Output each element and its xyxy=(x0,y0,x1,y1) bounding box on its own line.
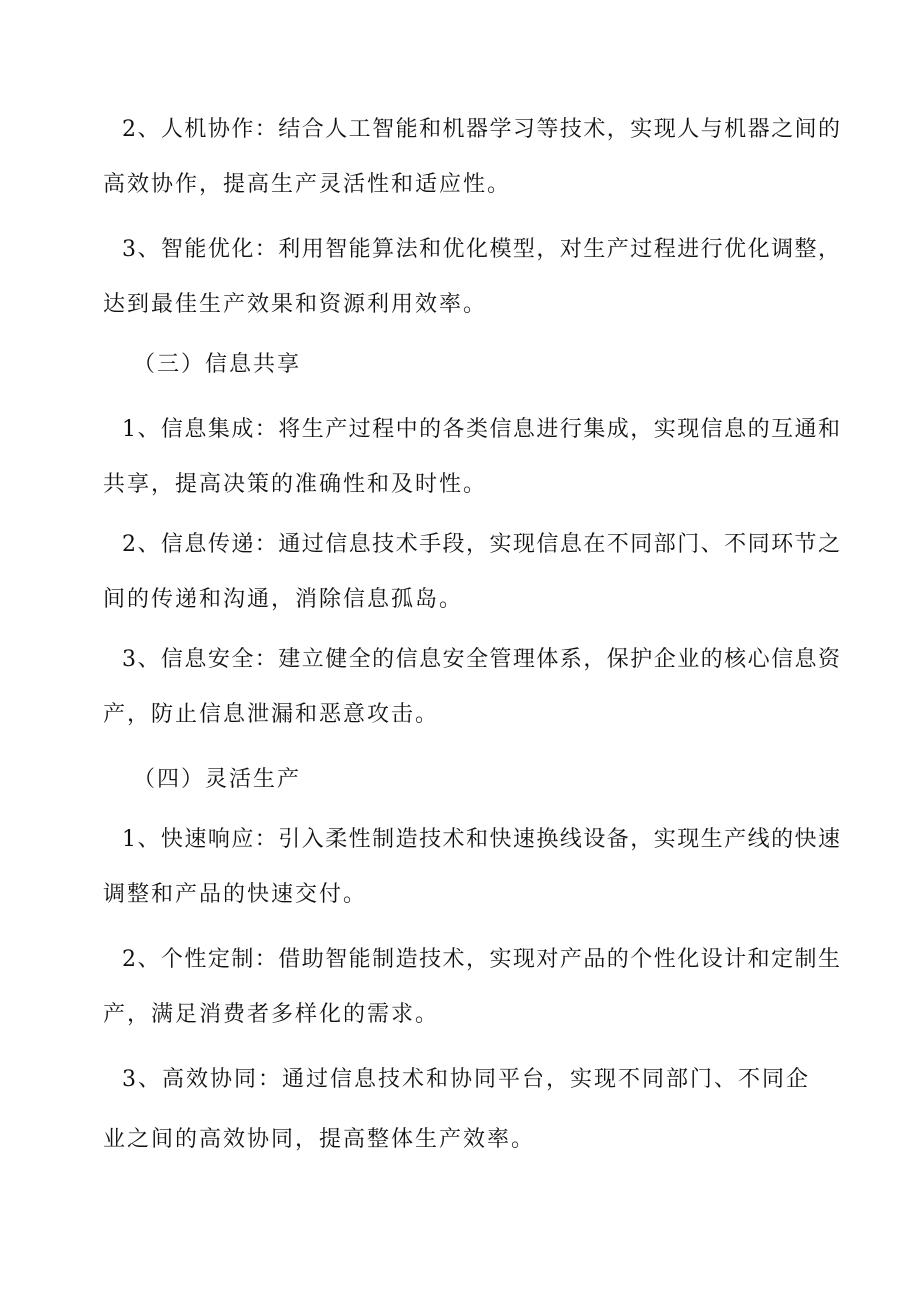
paragraph-line: 产，防止信息泄漏和恶意攻击。 xyxy=(103,702,440,727)
paragraph-line: 达到最佳生产效果和资源利用效率。 xyxy=(103,292,488,317)
paragraph-line: 业之间的高效协同，提高整体生产效率。 xyxy=(103,1127,536,1152)
paragraph-line: 产，满足消费者多样化的需求。 xyxy=(103,1002,440,1027)
paragraph-line: 3、信息安全：建立健全的信息安全管理体系，保护企业的核心信息资 xyxy=(122,647,840,672)
section-heading: （四）灵活生产 xyxy=(133,767,302,792)
paragraph-line: 间的传递和沟通，消除信息孤岛。 xyxy=(103,587,464,612)
paragraph-line: 2、个性定制：借助智能制造技术，实现对产品的个性化设计和定制生 xyxy=(122,947,840,972)
paragraph-line: 调整和产品的快速交付。 xyxy=(103,882,368,907)
paragraph-line: 3、智能优化：利用智能算法和优化模型，对生产过程进行优化调整， xyxy=(122,237,840,262)
paragraph-line: 1、信息集成：将生产过程中的各类信息进行集成，实现信息的互通和 xyxy=(122,417,840,442)
paragraph-line: 2、信息传递：通过信息技术手段，实现信息在不同部门、不同环节之 xyxy=(122,532,840,557)
paragraph-line: 1、快速响应：引入柔性制造技术和快速换线设备，实现生产线的快速 xyxy=(122,827,840,852)
paragraph-line: 2、人机协作：结合人工智能和机器学习等技术，实现人与机器之间的 xyxy=(122,117,840,142)
paragraph-line: 高效协作，提高生产灵活性和适应性。 xyxy=(103,172,512,197)
paragraph-line: 共享，提高决策的准确性和及时性。 xyxy=(103,472,488,497)
paragraph-line: 3、高效协同：通过信息技术和协同平台，实现不同部门、不同企 xyxy=(122,1067,810,1092)
section-heading: （三）信息共享 xyxy=(133,352,302,377)
